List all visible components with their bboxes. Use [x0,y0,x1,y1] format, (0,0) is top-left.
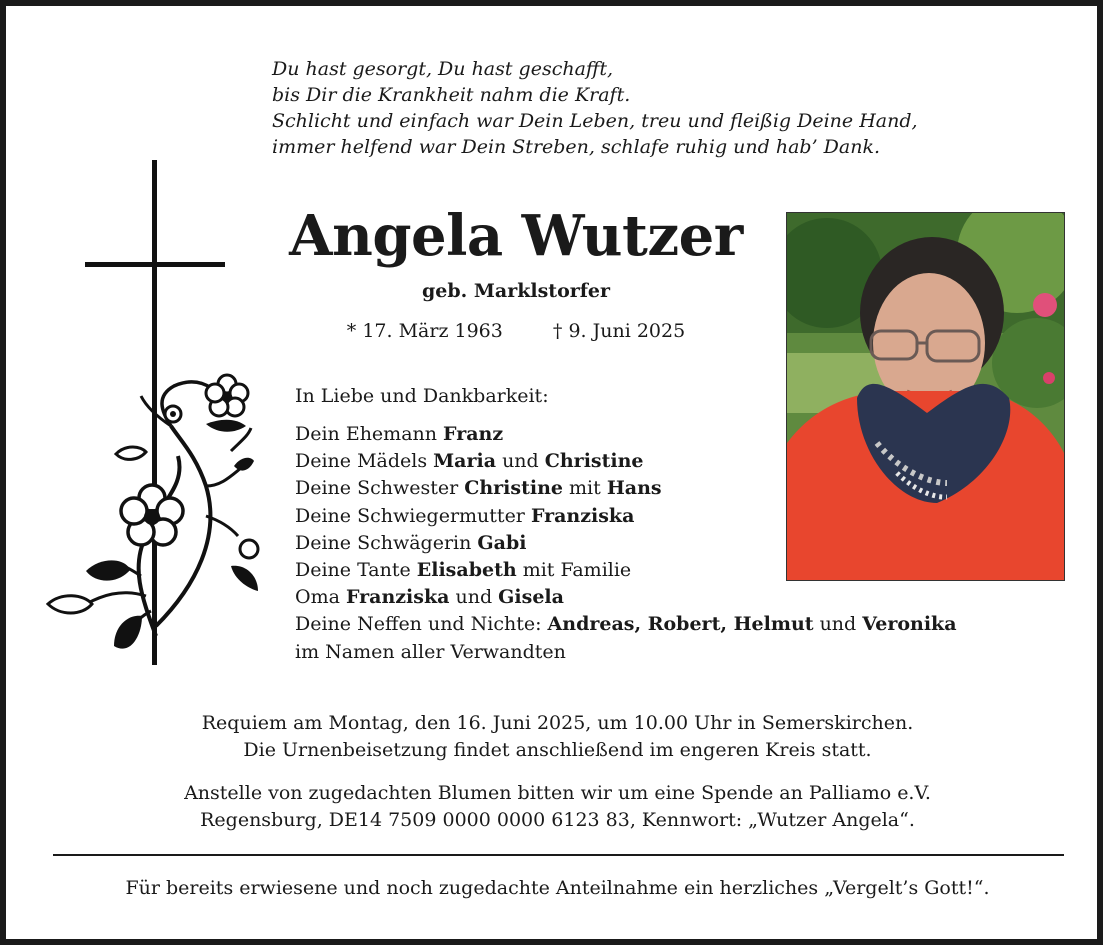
service-line: Requiem am Montag, den 16. Juni 2025, um 10.00 Uhr in Semerskirchen. [201,712,914,734]
family-name: Veronika [862,613,957,636]
poem-line: bis Dir die Krankheit nahm die Kraft. [272,84,631,106]
family-text: und [449,586,499,609]
donation-line: Anstelle von zugedachten Blumen bitten wir um eine Spende an Palliamo e.V. [184,782,931,804]
family-row [295,557,957,584]
family-text: Deine Schwiegermutter [295,504,531,527]
family-row [295,584,957,611]
poem [272,56,1092,160]
family-text: Deine Neffen und Nichte: [295,613,548,636]
service-info [36,710,1079,764]
family-name: Franziska [530,504,635,527]
family-list [295,421,957,666]
poem-line: immer helfend war Dein Streben, schlafe ruhig und hab’ Dank. [272,136,881,158]
family-text: mit Familie [516,559,632,582]
family-name: Maria [433,450,497,473]
family-name: Hans [606,477,662,500]
family-row [295,421,957,448]
family-name: Franz [443,423,504,445]
family-name: Andreas, Robert, Helmut [547,613,814,636]
donation-info [36,780,1079,834]
family-text: und [496,450,545,473]
birth-date: * 17. März 1963 [346,320,503,342]
deceased-name: Angela Wutzer [289,203,743,269]
family-text: Oma [295,586,346,609]
family-name: Gabi [477,531,527,554]
family-text: Deine Mädels [295,450,434,473]
family-row [295,448,957,475]
family-name: Christine [464,477,563,500]
intro-line: In Liebe und Dankbarkeit: [295,385,549,407]
cross-with-flowers-icon [46,156,266,675]
family-row [295,530,957,557]
family-name: Elisabeth [416,559,517,582]
family-row [295,611,957,638]
family-text: Deine Tante [295,559,417,582]
family-name: Franziska [345,586,450,609]
poem-line: Du hast gesorgt, Du hast geschafft, [272,58,614,80]
poem-line: Schlicht und einfach war Dein Leben, treu und fleißig Deine Hand, [272,110,918,132]
death-date: † 9. Juni 2025 [552,320,686,342]
family-text: Deine Schwägerin [295,531,478,554]
family-text: Dein Ehemann [295,423,444,445]
thanks-line: Für bereits erwiesene und noch zugedachte Anteilnahme ein herzliches „Vergelt’s Gott!“. [125,877,990,899]
birth-name: geb. Marklstorfer [421,280,611,302]
service-line: Die Urnenbeisetzung findet anschließend im engeren Kreis statt. [243,739,872,761]
donation-line: Regensburg, DE14 7509 0000 0000 6123 83, Kennwort: „Wutzer Angela“. [200,809,915,831]
family-row [295,475,957,502]
family-name: Christine [544,450,644,473]
life-dates [256,318,776,344]
family-text: Deine Schwester [295,477,465,500]
family-name: Gisela [498,586,564,609]
divider [53,854,1064,856]
family-text: und [813,613,863,636]
family-row [295,503,957,530]
family-text: im Namen aller Verwandten [295,640,566,663]
family-text: mit [563,477,607,500]
family-row [295,639,957,666]
